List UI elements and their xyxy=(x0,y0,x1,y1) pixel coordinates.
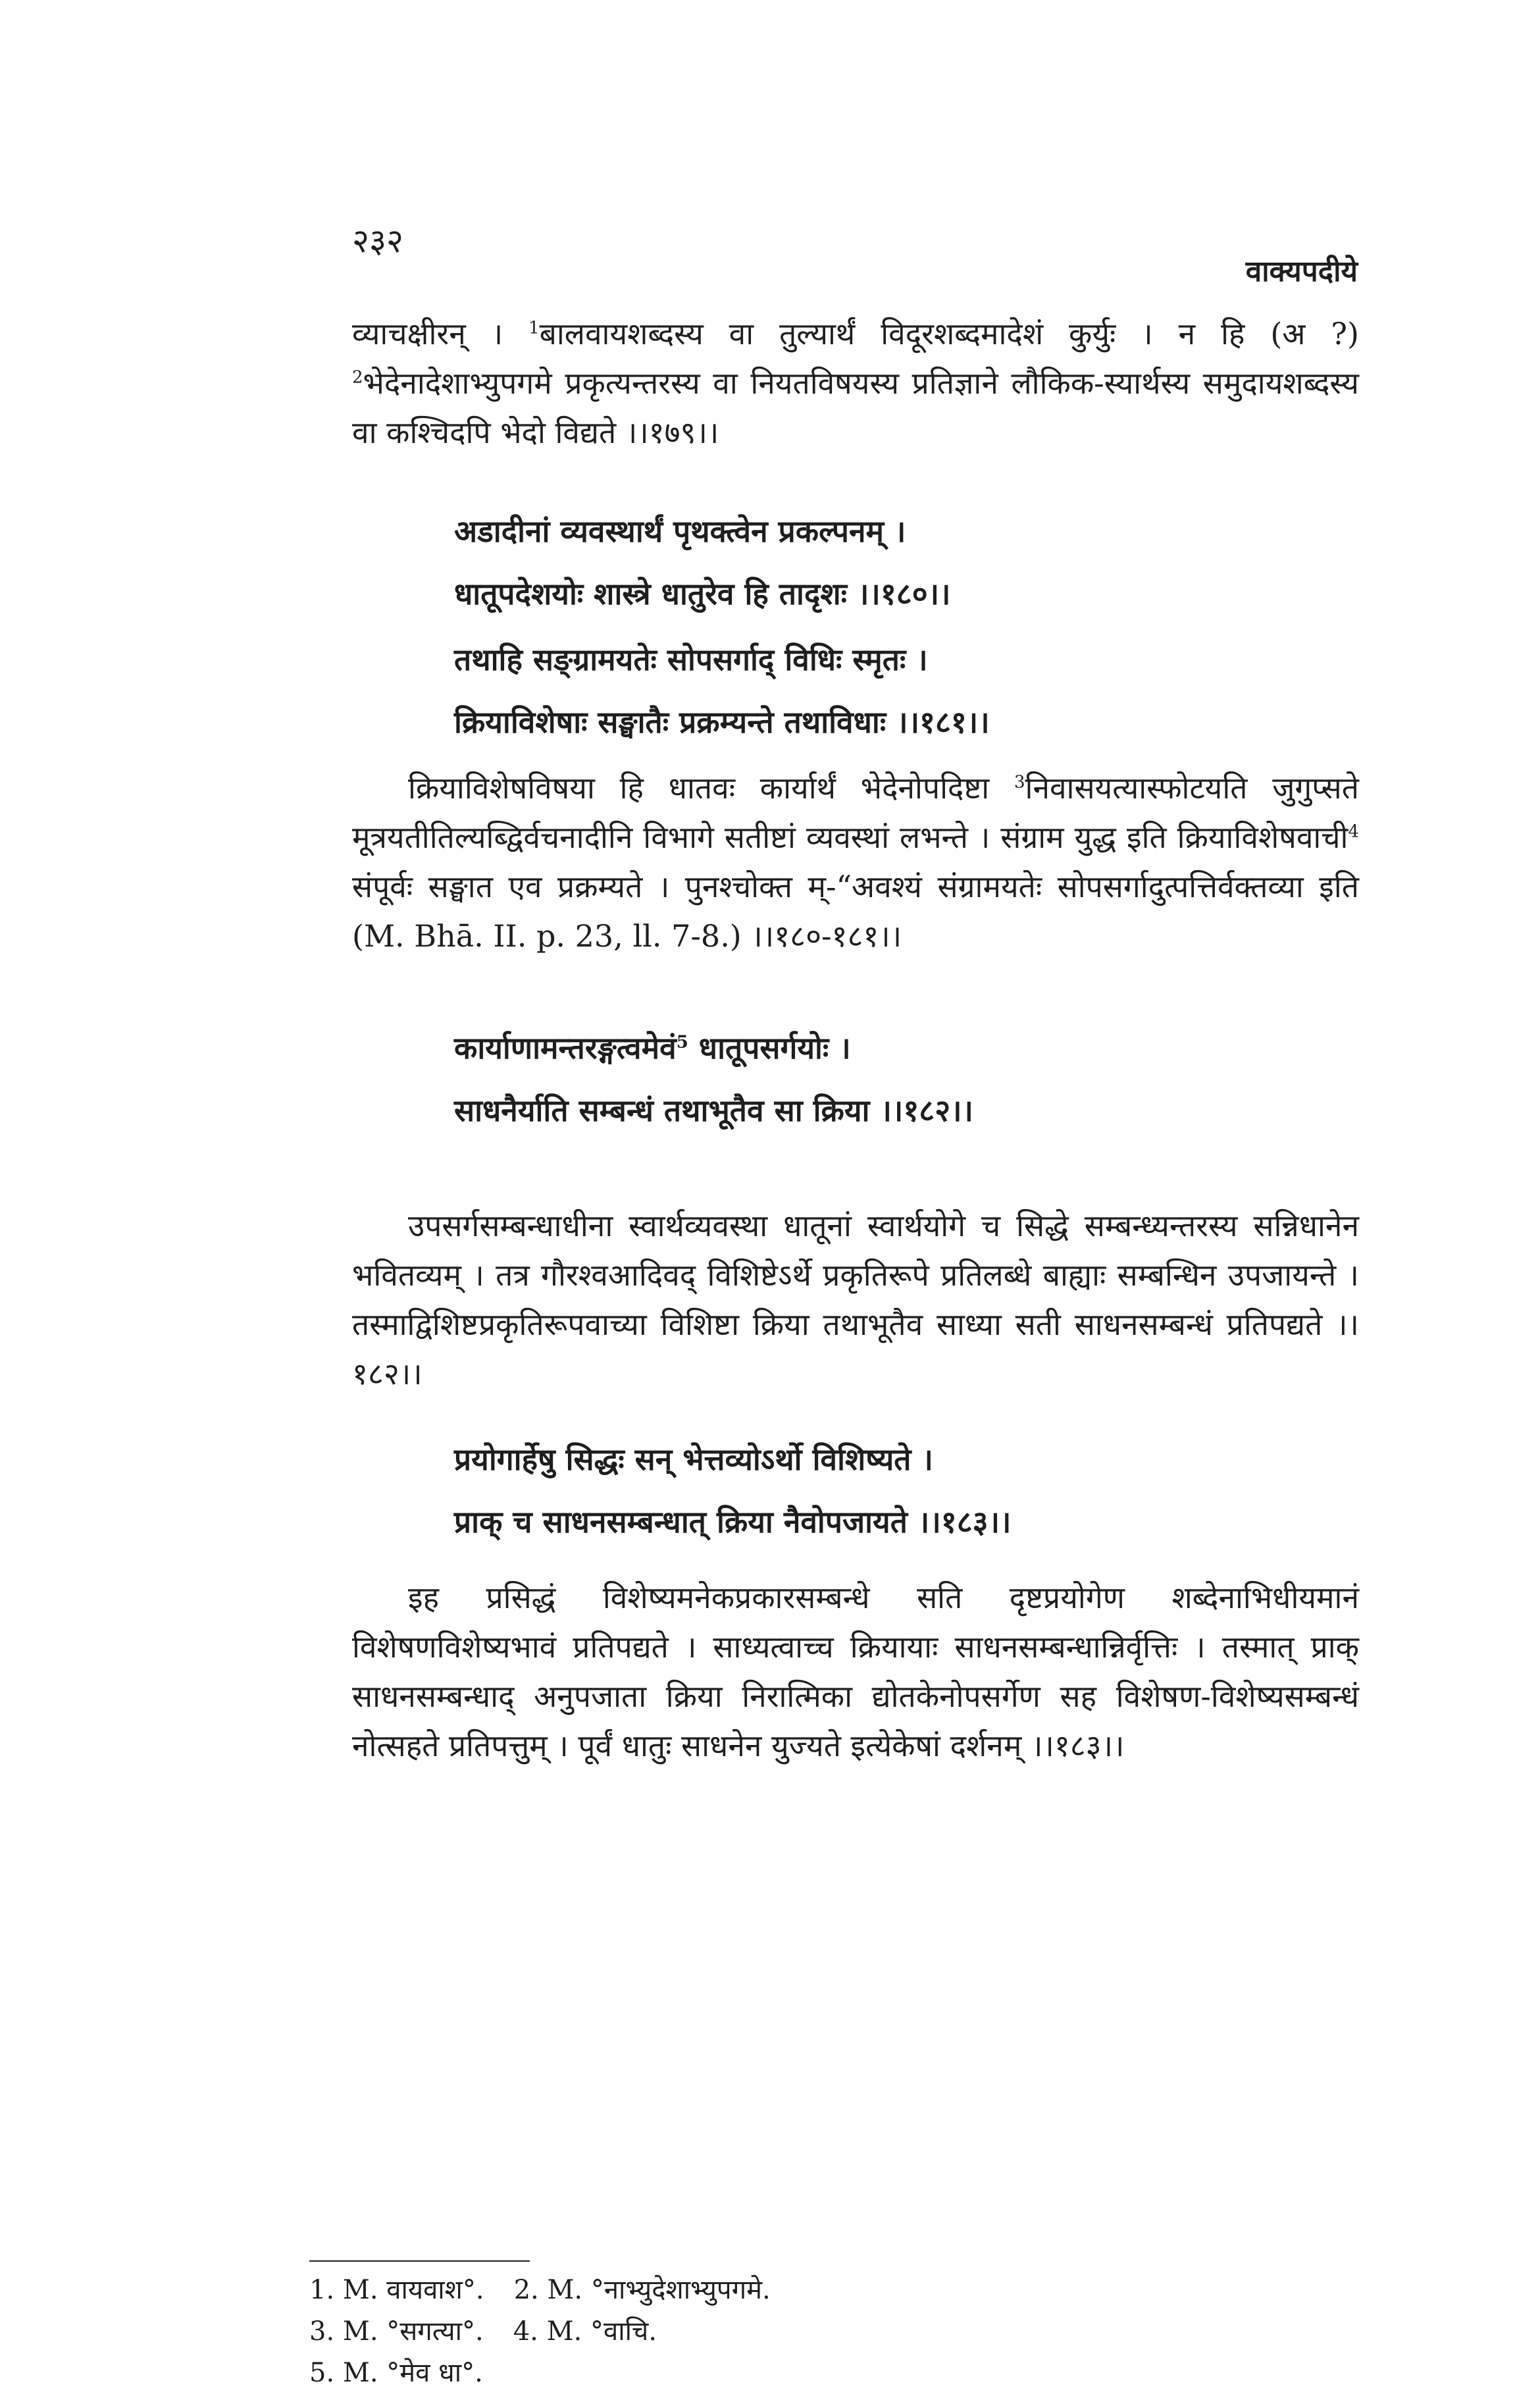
footnote-marker: 1 xyxy=(528,318,540,338)
page-number: २३२ xyxy=(352,222,403,260)
footnote-divider xyxy=(309,2260,530,2262)
verse-line: अडादीनां व्यवस्थार्थं पृथक्त्वेन प्रकल्पनम् । xyxy=(454,513,906,549)
verse-180 xyxy=(454,500,950,625)
footnote-marker: 3 xyxy=(1014,772,1025,793)
text-segment: निवासयत्यास्फोटयति जुगुप्सते मूत्रयतीतिल्यब्द्विर्वचनादीनि विभागे सतीष्टां व्यवस्थां लभन्ते । संग्राम युद्ध इति क्रियाविशेषवाची xyxy=(352,770,1359,855)
footnotes xyxy=(309,2270,771,2394)
text-segment: क्रियाविशेषविषया हि धातवः कार्यार्थं भेदेनोपदिष्टा xyxy=(408,770,1014,806)
text-segment: व्याचक्षीरन् । xyxy=(352,316,529,351)
footnote-line xyxy=(309,2270,771,2311)
verse-line: क्रियाविशेषाः सङ्घातैः प्रक्रम्यन्ते तथाविधाः ।।१८१।। xyxy=(454,704,990,740)
verse-182 xyxy=(454,1017,973,1142)
paragraph-commentary-183: इह प्रसिद्धं विशेष्यमनेकप्रकारसम्बन्धे सति दृष्टप्रयोगेण शब्देनाभिधीयमानं विशेषणविशेष्यभावं प्रतिपद्यते । साध्यत्वाच्च क्रियायाः साधनसम्बन्धान्निर्वृत्तिः । तस्मात् प्राक् साधनसम्बन्धाद् अनुपजाता क्रिया निरात्मिका द्योतकेनोपसर्गेण सह विशेषण-विशेष्यसम्बन्धं नोत्सहते प्रतिपत्तुम् । पूर्वं धातुः साधनेन युज्यते इत्येकेषां दर्शनम् ।।१८३।। xyxy=(352,1580,1359,1763)
paragraph-commentary-182: उपसर्गसम्बन्धाधीना स्वार्थव्यवस्था धातूनां स्वार्थयोगे च सिद्धे सम्बन्ध्यन्तरस्य सन्निधानेन भवितव्यम् । तत्र गौरश्वआदिवद् विशिष्टेऽर्थे प्रकृतिरूपे प्रतिलब्धे बाह्याः सम्बन्धिन उपजायन्ते । तस्माद्विशिष्टप्रकृतिरूपवाच्या विशिष्टा क्रिया तथाभूतैव साध्या सती साधनसम्बन्धं प्रतिपद्यते ।।१८२।। xyxy=(352,1208,1359,1392)
verse-line xyxy=(454,1017,973,1080)
verse-line: तथाहि सङ्ग्रामयतेः सोपसर्गाद् विधिः स्मृतः । xyxy=(454,642,928,677)
footnote-marker: 2 xyxy=(352,367,363,388)
text-segment: धातूपसर्गयोः । xyxy=(688,1030,851,1066)
footnote: 3. M. °सगत्या°. xyxy=(309,2316,484,2347)
verse-line: प्रयोगार्हेषु सिद्धः सन् भेत्तव्योऽर्थो विशिष्यते । xyxy=(454,1442,933,1477)
paragraph-commentary-180-181 xyxy=(352,764,1359,961)
footnote: 5. M. °मेव धा°. xyxy=(309,2358,483,2388)
paragraph-commentary-179 xyxy=(352,309,1359,457)
verse-183 xyxy=(454,1428,1011,1553)
verse-line: धातूपदेशयोः शास्त्रे धातुरेव हि तादृशः ।।१८०।। xyxy=(454,576,951,612)
verse-181 xyxy=(454,629,990,754)
verse-line: साधनैर्याति सम्बन्धं तथाभूतैव सा क्रिया ।।१८२।। xyxy=(454,1093,973,1128)
footnote: 2. M. °नाभ्युदेशाभ्युपगमे. xyxy=(513,2275,771,2305)
footnote-marker: 5 xyxy=(676,1032,688,1053)
footnote: 1. M. वायवाश°. xyxy=(309,2275,484,2305)
text-segment: भेदेनादेशाभ्युपगमे प्रकृत्यन्तरस्य वा नियतविषयस्य प्रतिज्ञाने लौकिक-स्यार्थस्य समुदायशब्दस्य वा कश्चिदपि भेदो विद्यते ।।१७९।। xyxy=(352,365,1359,450)
footnote-line xyxy=(309,2353,771,2394)
text-segment: कार्याणामन्तरङ्गत्वमेवं xyxy=(454,1030,677,1066)
footnote: 4. M. °वाचि. xyxy=(513,2316,657,2347)
text-segment: बालवायशब्दस्य वा तुल्यार्थं विदूरशब्दमादेशं कुर्युः । न हि (अ ?) xyxy=(539,316,1359,351)
footnote-line xyxy=(309,2311,771,2353)
text-segment: संपूर्वः सङ्घात एव प्रक्रम्यते । पुनश्चोक्त म्-“अवश्यं संग्रामयतेः सोपसर्गादुत्पत्तिर्वक्तव्या इति (M. Bhā. II. p. 23, ll. 7-8.) ।।१८०-१८१।। xyxy=(352,869,1359,954)
running-title: वाक्यपदीये xyxy=(1245,255,1358,288)
verse-line: प्राक् च साधनसम्बन्धात् क्रिया नैवोपजायते ।।१८३।। xyxy=(454,1504,1012,1540)
footnote-marker: 4 xyxy=(1348,821,1359,842)
